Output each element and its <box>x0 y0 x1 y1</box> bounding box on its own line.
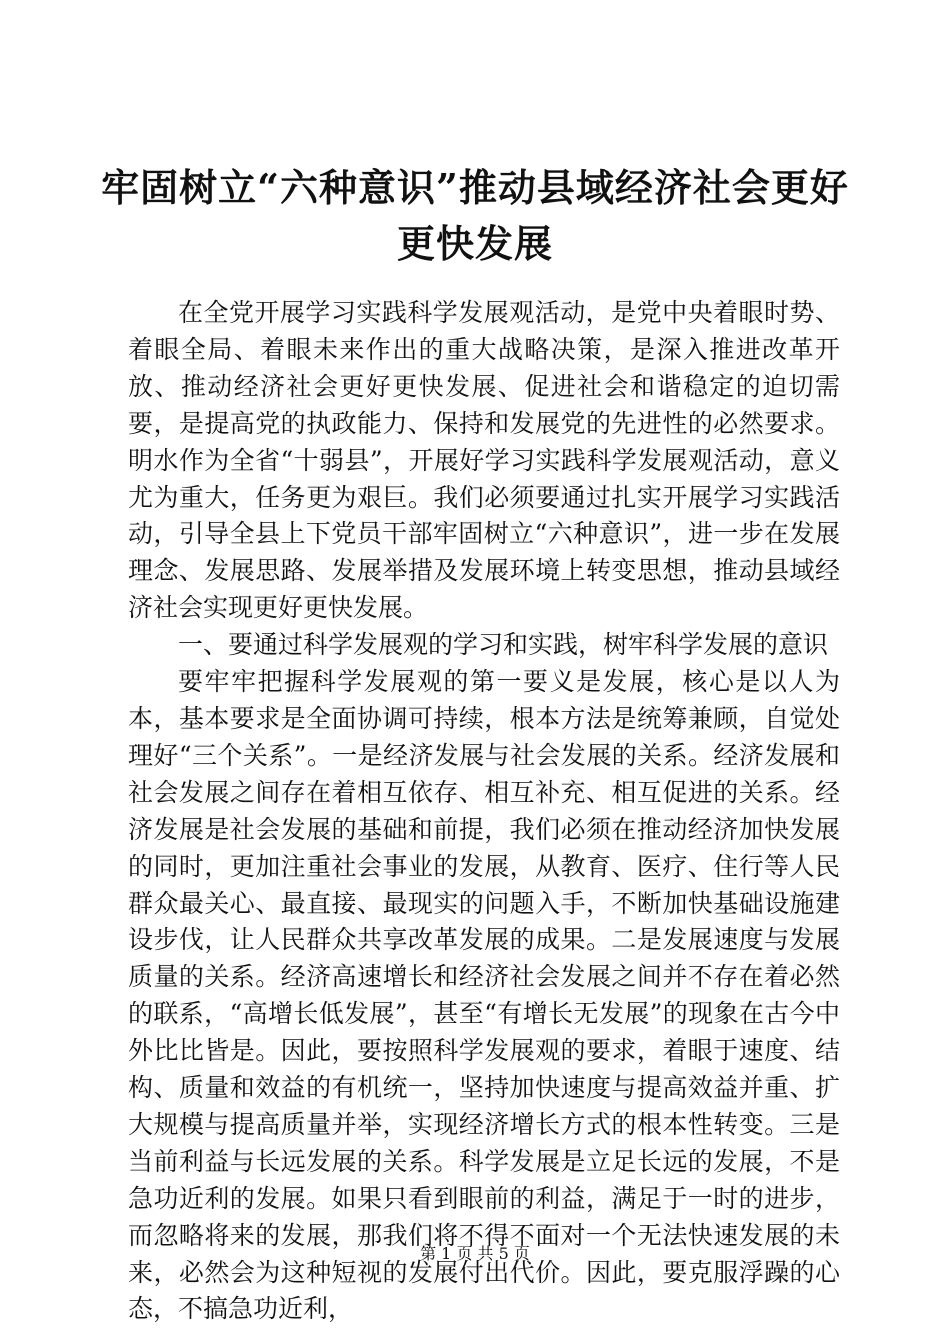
document-body <box>128 295 840 1328</box>
intro-paragraph: 在全党开展学习实践科学发展观活动，是党中央着眼时势、着眼全局、着眼未来作出的重大战略决策，是深入推进改革开放、推动经济社会更好更快发展、促进社会和谐稳定的迫切需要，是提高党的执政能力、保持和发展党的先进性的必然要求。明水作为全省“十弱县”，开展好学习实践科学发展观活动，意义尤为重大，任务更为艰巨。我们必须要通过扎实开展学习实践活动，引导全县上下党员干部牢固树立“六种意识”，进一步在发展理念、发展思路、发展举措及发展环境上转变思想，推动县域经济社会实现更好更快发展。 <box>128 298 840 623</box>
document-title-line-1: 牢固树立“六种意识”推动县域经济社会更好 <box>101 165 849 210</box>
section-1-paragraph: 要牢牢把握科学发展观的第一要义是发展，核心是以人为本，基本要求是全面协调可持续，根本方法是统筹兼顾，自觉处理好“三个关系”。一是经济发展与社会发展的关系。经济发展和社会发展之间存在着相互依存、相互补充、相互促进的关系。经济发展是社会发展的基础和前提，我们必须在推动经济加快发展的同时，更加注重社会事业的发展，从教育、医疗、住行等人民群众最关心、最直接、最现实的问题入手，不断加快基础设施建设步伐，让人民群众共享改革发展的成果。二是发展速度与发展质量的关系。经济高速增长和经济社会发展之间并不存在着必然的联系，“高增长低发展”，甚至“有增长无发展”的现象在古今中外比比皆是。因此，要按照科学发展观的要求，着眼于速度、结构、质量和效益的有机统一，坚持加快速度与提高效益并重、扩大规模与提高质量并举，实现经济增长方式的根本性转变。三是当前利益与长远发展的关系。科学发展是立足长远的发展，不是急功近利的发展。如果只看到眼前的利益，满足于一时的进步，而忽略将来的发展，那我们将不得不面对一个无法快速发展的未来，必然会为这种短视的发展付出代价。因此，要克服浮躁的心态，不搞急功近利， <box>128 667 840 1324</box>
page-footer: 第 1 页 共 5 页 <box>420 1244 530 1263</box>
document-title-line-2: 更快发展 <box>396 221 553 266</box>
section-heading-1: 一、要通过科学发展观的学习和实践，树牢科学发展的意识 <box>178 630 829 660</box>
